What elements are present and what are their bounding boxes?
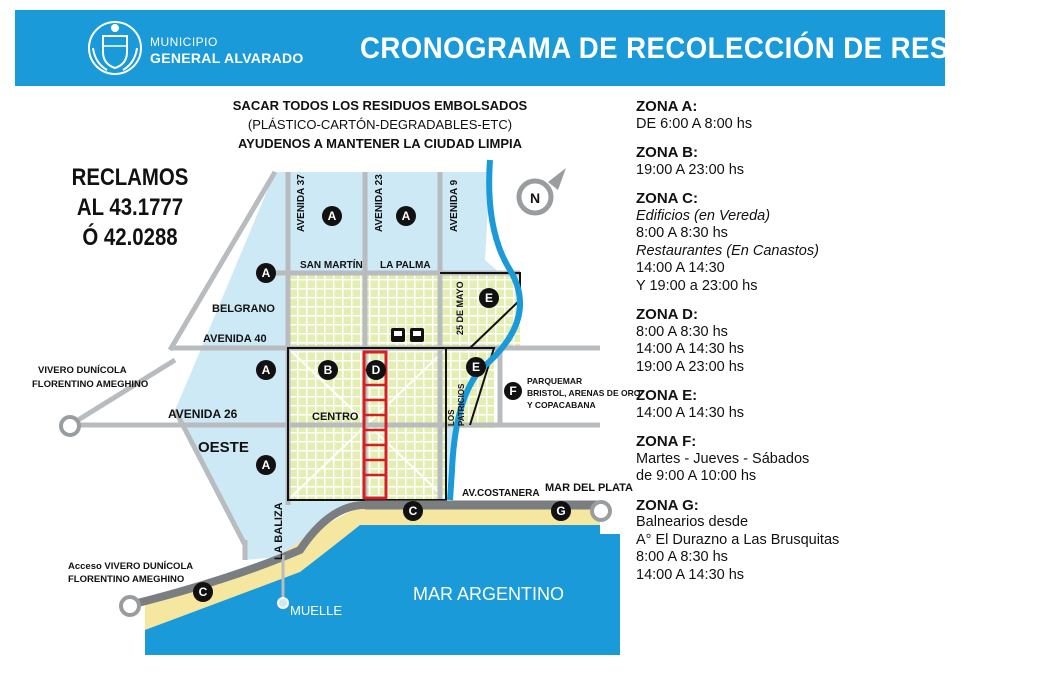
muelle-label: MUELLE (290, 603, 343, 618)
zone-a-marker (322, 206, 342, 226)
street-belgrano: BELGRANO (212, 303, 275, 315)
zone-schedule-line: DE 6:00 A 8:00 hs (636, 115, 753, 132)
zone-f-marker (504, 382, 522, 400)
svg-text:B: B (323, 363, 333, 377)
reclamos-phone-1: AL 43.1777 (76, 194, 184, 221)
zone-block (636, 433, 946, 486)
svg-text:A: A (401, 209, 411, 223)
place-acceso-line1: Acceso VIVERO DUNÍCOLA (68, 561, 194, 572)
street-av9: AVENIDA 9 (449, 179, 460, 232)
place-vivero-line1: VIVERO DUNÍCOLA (38, 365, 127, 376)
svg-text:F: F (509, 384, 517, 398)
zone-title: ZONA C: (636, 190, 698, 207)
municipio-name: GENERAL ALVARADO (150, 50, 304, 66)
reclamos-phone-2: Ó 42.0288 (82, 224, 178, 251)
sea-label: MAR ARGENTINO (413, 584, 565, 604)
zone-schedule-line: Martes - Jueves - Sábados (636, 450, 810, 467)
zone-block (636, 98, 946, 133)
svg-text:C: C (198, 585, 208, 599)
street-av23: AVENIDA 23 (374, 174, 385, 232)
zone-a-marker (396, 206, 416, 226)
zone-schedule-line: Restaurantes (En Canastos) (636, 242, 819, 259)
zone-schedule-line: 14:00 A 14:30 hs (636, 341, 745, 357)
zone-title: ZONA E: (636, 387, 698, 404)
zone-schedule-line: Edificios (en Vereda) (636, 207, 771, 224)
zone-e-marker (479, 288, 499, 308)
zone-schedule-line: 14:00 A 14:30 (636, 260, 725, 276)
zone-schedule-line: 19:00 A 23:00 hs (636, 161, 745, 178)
zone-schedule-line: 14:00 A 14:30 hs (636, 404, 745, 421)
zone-c-marker (403, 501, 423, 521)
zone-g-marker (551, 501, 571, 521)
street-25-de-mayo: 25 DE MAYO (455, 281, 465, 335)
zone-d-marker (366, 360, 386, 380)
zone-schedule-line: 14:00 A 14:30 hs (636, 566, 745, 583)
place-acceso-line2: FLORENTINO AMEGHINO (68, 574, 185, 585)
municipio-label: MUNICIPIO (150, 35, 218, 49)
svg-text:A: A (261, 458, 271, 472)
zone-schedule-list (636, 98, 946, 595)
place-parquemar-line3: Y COPACABANA (527, 400, 596, 410)
svg-text:E: E (484, 291, 494, 305)
page-title: CRONOGRAMA DE RECOLECCIÓN DE RESIDUOS (360, 32, 1038, 65)
svg-text:A: A (261, 363, 271, 377)
street-patricios: PATRICIOS (457, 383, 466, 426)
zone-block (636, 190, 946, 295)
instruction-line-2: (PLÁSTICO-CARTÓN-DEGRADABLES-ETC) (247, 117, 513, 132)
instruction-line-3: AYUDENOS A MANTENER LA CIUDAD LIMPIA (237, 136, 523, 151)
street-av40: AVENIDA 40 (203, 333, 267, 345)
zone-schedule-line: 8:00 A 8:30 hs (636, 549, 728, 565)
svg-text:A: A (327, 209, 337, 223)
place-vivero-line2: FLORENTINO AMEGHINO (32, 379, 149, 390)
zone-title: ZONA F: (636, 433, 697, 450)
instruction-line-1: SACAR TODOS LOS RESIDUOS EMBOLSADOS (232, 98, 528, 113)
reclamos-title: RECLAMOS (71, 164, 189, 191)
svg-text:C: C (408, 504, 418, 518)
street-centro: CENTRO (312, 411, 359, 423)
zone-block (636, 387, 946, 422)
zone-block (636, 306, 946, 376)
street-los: LOS (447, 409, 456, 426)
zone-schedule-line: 19:00 A 23:00 hs (636, 358, 745, 375)
street-oeste: OESTE (198, 439, 249, 456)
street-av26: AVENIDA 26 (168, 407, 238, 421)
svg-text:N: N (529, 190, 541, 206)
zone-schedule-line: Balnearios desde (636, 514, 749, 530)
street-av37: AVENIDA 37 (296, 174, 307, 232)
street-la-palma: LA PALMA (380, 260, 431, 271)
zone-schedule-line: de 9:00 A 10:00 hs (636, 468, 757, 484)
place-parquemar-line1: PARQUEMAR (527, 376, 583, 386)
zone-e-marker (466, 357, 486, 377)
zone-schedule-line: A° El Durazno a Las Brusquitas (636, 531, 840, 548)
zone-title: ZONA B: (636, 144, 698, 161)
zone-block (636, 497, 946, 585)
zone-schedule-line: 8:00 A 8:30 hs (636, 323, 728, 340)
zone-a-marker (256, 455, 276, 475)
zone-c-marker (193, 582, 213, 602)
street-costanera: AV.COSTANERA (462, 488, 540, 499)
pier-end (278, 598, 288, 608)
zone-block (636, 144, 946, 179)
zone-schedule-line: 8:00 A 8:30 hs (636, 225, 728, 241)
street-mar-del-plata: MAR DEL PLATA (545, 482, 633, 494)
zone-schedule-line: Y 19:00 a 23:00 hs (636, 277, 758, 294)
svg-text:E: E (471, 360, 481, 374)
svg-text:D: D (371, 363, 381, 377)
zone-title: ZONA G: (636, 496, 699, 514)
place-parquemar-line2: BRISTOL, ARENAS DE ORO (527, 388, 641, 398)
zone-title: ZONA D: (636, 306, 698, 323)
zone-a-marker (256, 263, 276, 283)
zone-title: ZONA A: (636, 98, 698, 115)
svg-text:G: G (556, 504, 566, 518)
compass-icon (519, 168, 566, 213)
street-san-martin: SAN MARTÍN (300, 260, 363, 271)
zone-b-marker (318, 360, 338, 380)
street-la-baliza: LA BALIZA (273, 502, 285, 560)
zone-a-marker (256, 360, 276, 380)
svg-text:A: A (261, 266, 271, 280)
